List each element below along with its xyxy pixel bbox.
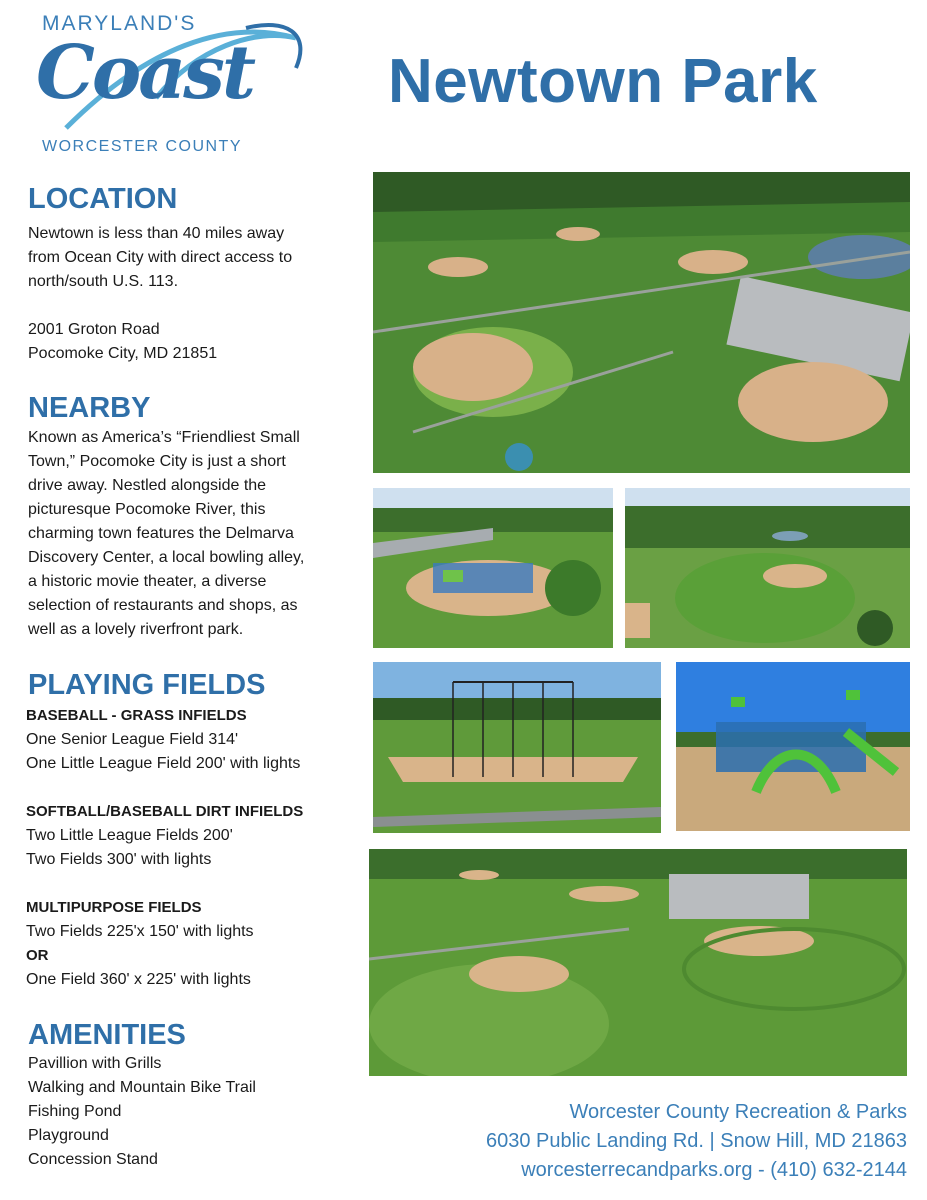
amenity-item: Fishing Pond	[28, 1103, 122, 1120]
field-item: Two Little League Fields 200'	[26, 827, 233, 844]
spacer	[26, 776, 358, 800]
nearby-heading: NEARBY	[28, 392, 151, 424]
address-line-1: 2001 Groton Road	[28, 321, 160, 338]
footer-website-phone: worcesterrecandparks.org - (410) 632-2144	[521, 1159, 907, 1181]
nearby-line: drive away. Nestled alongside the	[28, 477, 267, 494]
field-item: Two Fields 300' with lights	[26, 851, 212, 868]
logo-top-text: MARYLAND'S	[42, 12, 197, 35]
playground-closeup-photo	[676, 662, 910, 831]
location-line: north/south U.S. 113.	[28, 273, 179, 290]
aerial-photo-fields	[369, 849, 907, 1076]
ballfield-aerial-photo	[625, 488, 910, 648]
amenities-heading: AMENITIES	[28, 1019, 186, 1051]
logo-brand-text: Coast	[36, 30, 254, 116]
amenities-section	[28, 1018, 348, 1172]
playing-fields-section	[28, 668, 358, 992]
aerial-photo-main	[373, 172, 910, 473]
spacer	[28, 294, 348, 318]
nearby-section	[28, 391, 348, 642]
nearby-line: Discovery Center, a local bowling alley,	[28, 549, 305, 566]
fenced-field-photo	[373, 662, 661, 833]
location-line: Newtown is less than 40 miles away	[28, 225, 285, 242]
field-item: One Field 360' x 225' with lights	[26, 971, 251, 988]
footer-contact	[486, 1098, 907, 1185]
field-item: One Senior League Field 314'	[26, 731, 239, 748]
location-line: from Ocean City with direct access to	[28, 249, 293, 266]
nearby-line: a historic movie theater, a diverse	[28, 573, 267, 590]
nearby-line: picturesque Pocomoke River, this	[28, 501, 266, 518]
or-label: OR	[26, 947, 49, 964]
playground-aerial-photo	[373, 488, 613, 648]
nearby-line: charming town features the Delmarva	[28, 525, 294, 542]
maryland-coast-logo	[26, 8, 316, 158]
softball-heading: SOFTBALL/BASEBALL DIRT INFIELDS	[26, 803, 304, 820]
nearby-line: Known as America’s “Friendliest Small	[28, 429, 300, 446]
multipurpose-heading: MULTIPURPOSE FIELDS	[26, 899, 202, 916]
spacer	[26, 872, 358, 896]
address-line-2: Pocomoke City, MD 21851	[28, 345, 218, 362]
logo-county-text: WORCESTER COUNTY	[42, 138, 242, 155]
nearby-line: well as a lovely riverfront park.	[28, 621, 244, 638]
footer-address: 6030 Public Landing Rd. | Snow Hill, MD 21863	[486, 1130, 907, 1152]
amenity-item: Concession Stand	[28, 1151, 158, 1168]
amenity-item: Pavillion with Grills	[28, 1055, 162, 1072]
playing-fields-heading: PLAYING FIELDS	[28, 669, 266, 701]
nearby-line: selection of restaurants and shops, as	[28, 597, 298, 614]
amenity-item: Walking and Mountain Bike Trail	[28, 1079, 256, 1096]
field-item: Two Fields 225'x 150' with lights	[26, 923, 254, 940]
page-title: Newtown Park	[388, 47, 818, 116]
nearby-line: Town,” Pocomoke City is just a short	[28, 453, 286, 470]
field-item: One Little League Field 200' with lights	[26, 755, 301, 772]
location-heading: LOCATION	[28, 183, 178, 215]
location-section	[28, 182, 348, 366]
footer-org: Worcester County Recreation & Parks	[569, 1101, 907, 1123]
baseball-heading: BASEBALL - GRASS INFIELDS	[26, 707, 247, 724]
amenity-item: Playground	[28, 1127, 109, 1144]
